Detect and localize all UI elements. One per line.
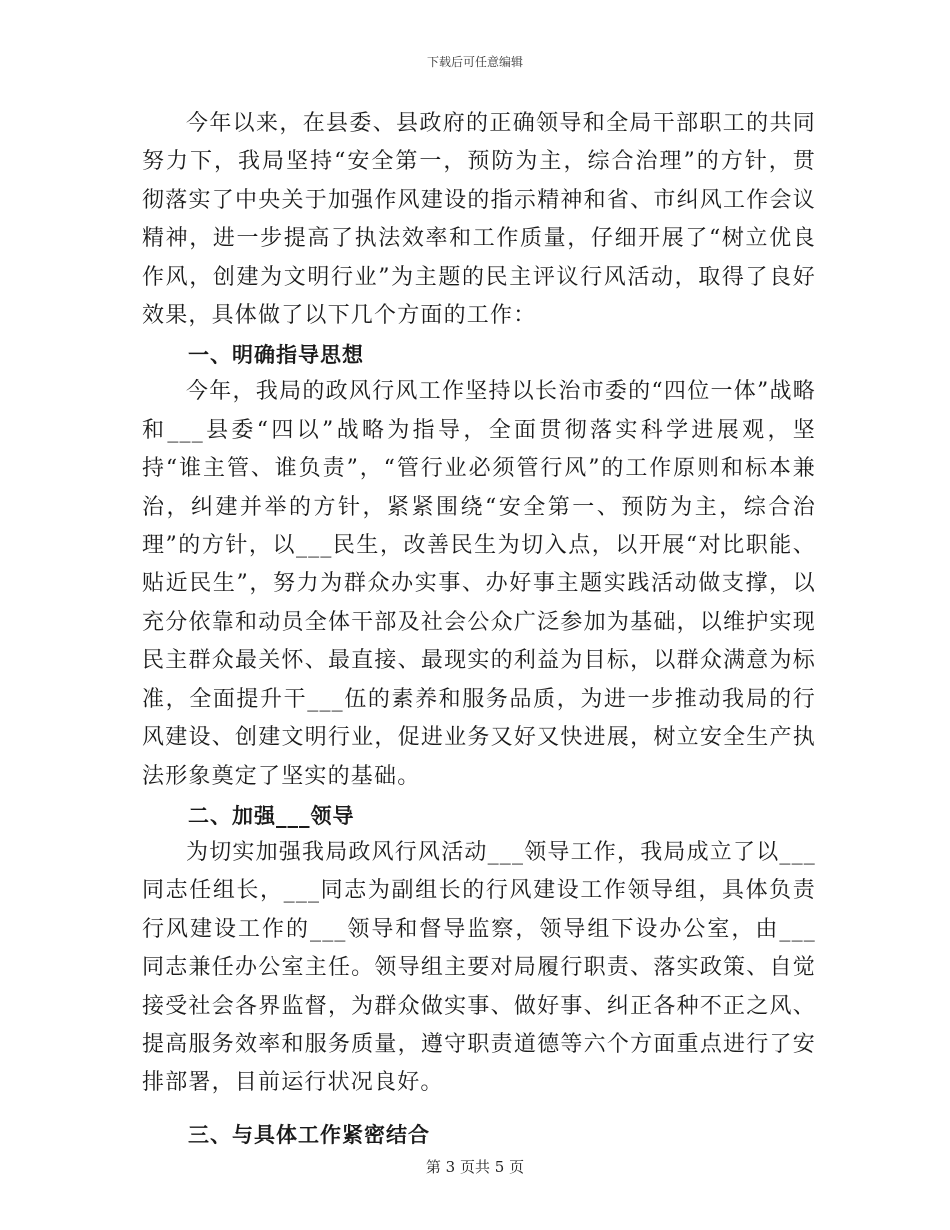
section-heading-1: 一、明确指导思想	[188, 343, 364, 368]
section-2-paragraph: 为切实加强我局政风行风活动___领导工作，我局成立了以___同志任组长，___同志为副组长的行风建设工作领导组，具体负责行风建设工作的___领导和督导监察，领导组下设办公室，由___同志兼任办公室主任。领导组主要对局履行职责、落实政策、自觉接受社会各界监督，为群众做实事、做好事、纠正各种不正之风、提高服务效率和服务质量，遵守职责道德等六个方面重点进行了安排部署，目前运行状况良好。	[142, 839, 817, 1096]
page-header: 下载后可任意编辑	[426, 55, 523, 69]
page-footer: 第 3 页共 5 页	[425, 1158, 525, 1176]
section-1-paragraph: 今年，我局的政风行风工作坚持以长治市委的“四位一体”战略和___县委“四以”战略为指导，全面贯彻落实科学进展观，坚持“谁主管、谁负责”，“管行业必须管行风”的工作原则和标本兼治，纠建并举的方针，紧紧围绕“安全第一、预防为主，综合治理”的方针，以___民生，改善民生为切入点，以开展“对比职能、贴近民生”，努力为群众办实事、办好事主题实践活动做支撑，以充分依靠和动员全体干部及社会公众广泛参加为基础，以维护实现民主群众最关怀、最直接、最现实的利益为目标，以群众满意为标准，全面提升干___伍的素养和服务品质，为进一步推动我局的行风建设、创建文明行业，促进业务又好又快进展，树立安全生产执法形象奠定了坚实的基础。	[142, 379, 816, 789]
intro-paragraph: 今年以来，在县委、县政府的正确领导和全局干部职工的共同努力下，我局坚持“安全第一，预防为主，综合治理”的方针，贯彻落实了中央关于加强作风建设的指示精神和省、市纠风工作会议精神，进一步提高了执法效率和工作质量，仔细开展了“树立优良作风，创建为文明行业”为主题的民主评议行风活动，取得了良好效果，具体做了以下几个方面的工作：	[142, 111, 816, 329]
section-heading-2: 二、加强___领导	[188, 803, 355, 828]
document-body	[142, 105, 816, 1153]
section-heading-3: 三、与具体工作紧密结合	[188, 1122, 430, 1147]
